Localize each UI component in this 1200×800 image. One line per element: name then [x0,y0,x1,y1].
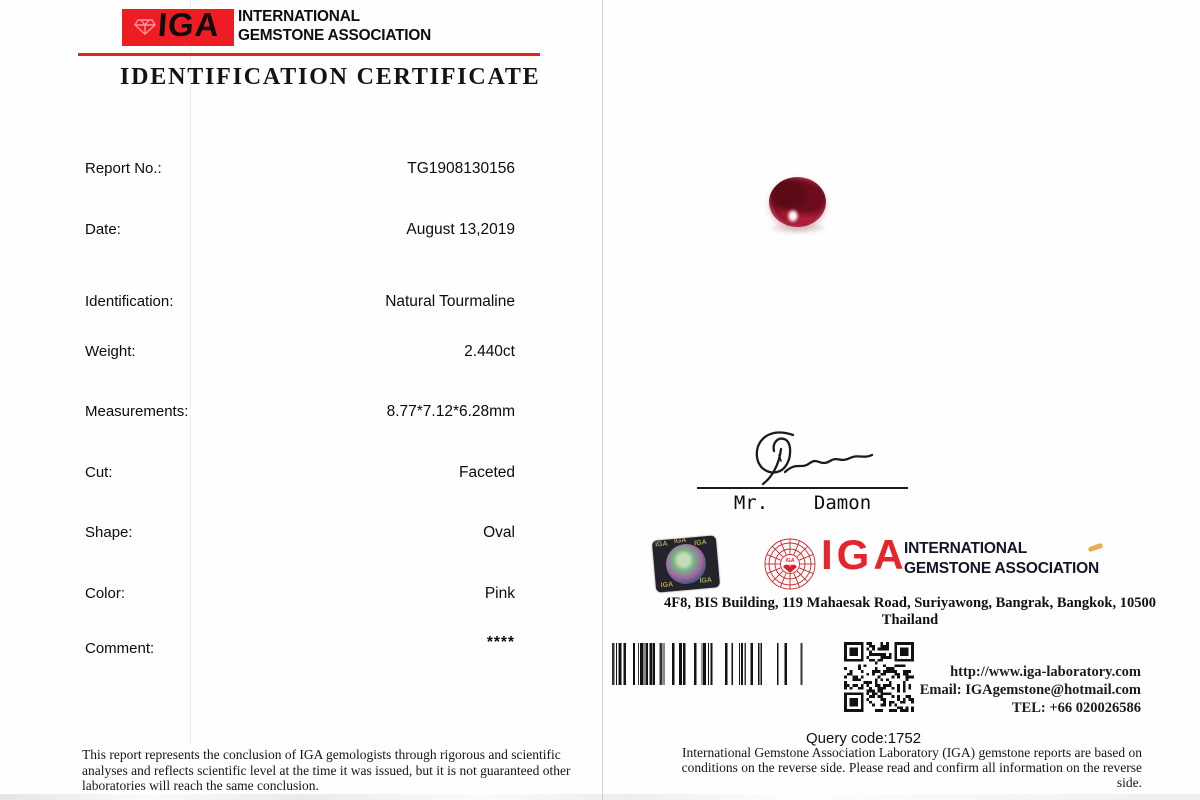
field-value: 8.77*7.12*6.28mm [386,403,515,420]
field-label: Identification: [85,293,174,310]
lab-iga-logo-text: IGA [821,531,908,578]
org-line1: INTERNATIONAL [238,8,360,25]
field-row-identification [85,293,515,313]
org-line2: GEMSTONE ASSOCIATION [238,27,432,44]
qr-code [844,642,914,712]
lab-address: 4F8, BIS Building, 119 Mahaesak Road, Suriyawong, Bangrak, Bangkok, 10500 Thailand [664,595,1156,628]
field-value: TG1908130156 [407,160,515,177]
field-label: Cut: [85,464,113,481]
field-label: Comment: [85,640,155,657]
lab-org-line2: GEMSTONE ASSOCIATION [904,560,1100,577]
field-row-shape [85,524,515,544]
gem-icon [134,18,156,36]
reverse-side-note: International Gemstone Association Laboratory (IGA) gemstone reports are based on conditions on the reverse side. Please read and confirm all information on the reverse side. [681,745,1142,790]
field-label: Shape: [85,524,133,541]
lab-contact-block [920,663,1141,717]
field-label: Color: [85,585,126,602]
field-value: Faceted [458,464,515,481]
query-code: Query code:1752 [806,730,922,747]
hologram-sticker-icon: IGA IGA IGA IGA IGA [652,535,720,592]
field-label: Measurements: [85,403,189,420]
lab-org-name [904,539,1099,579]
field-row-cut [85,464,515,484]
svg-text:IGA: IGA [785,558,795,564]
signature [735,428,910,486]
signatory-name: Mr. Damon [733,492,872,514]
field-label: Weight: [85,343,136,360]
field-row-weight [85,343,515,363]
lab-phone: TEL: +66 020026586 [1011,700,1141,716]
red-divider-rule [78,53,540,56]
certificate-title: IDENTIFICATION CERTIFICATE [120,64,541,90]
field-row-date [85,221,515,241]
iga-logo-text: IGA [156,6,222,43]
field-row-color [85,585,515,605]
gemstone-photo [769,177,826,227]
lab-website: http://www.iga-laboratory.com [950,664,1141,680]
field-row-measurements [85,403,515,423]
scan-edge-shadow [0,794,1200,800]
field-value: Oval [483,524,515,541]
field-value: August 13,2019 [406,221,515,238]
iga-emblem-icon [762,536,818,592]
field-row-report-no [85,160,515,180]
field-value: **** [486,634,515,651]
field-label: Date: [85,221,121,238]
field-label: Report No.: [85,160,162,177]
field-row-comment [85,634,515,660]
lab-org-line1: INTERNATIONAL [904,540,1028,557]
gemstone-shadow [772,224,824,232]
signature-line [697,487,908,489]
page-fold-line [602,0,603,800]
field-value: Pink [484,585,515,602]
lab-email: Email: IGAgemstone@hotmail.com [919,682,1141,698]
barcode [612,643,805,685]
org-name-header [238,7,431,45]
iga-logo-box [122,6,234,46]
paper-crease-line [190,0,191,745]
field-value: Natural Tourmaline [385,293,515,310]
disclaimer-text: This report represents the conclusion of IGA gemologists through rigorous and scientific analyses and reflects scientific level at the time it was issued, but it is not guaranteed other laboratories will reach the same conclusion. [82,747,571,793]
field-value: 2.440ct [464,343,515,360]
